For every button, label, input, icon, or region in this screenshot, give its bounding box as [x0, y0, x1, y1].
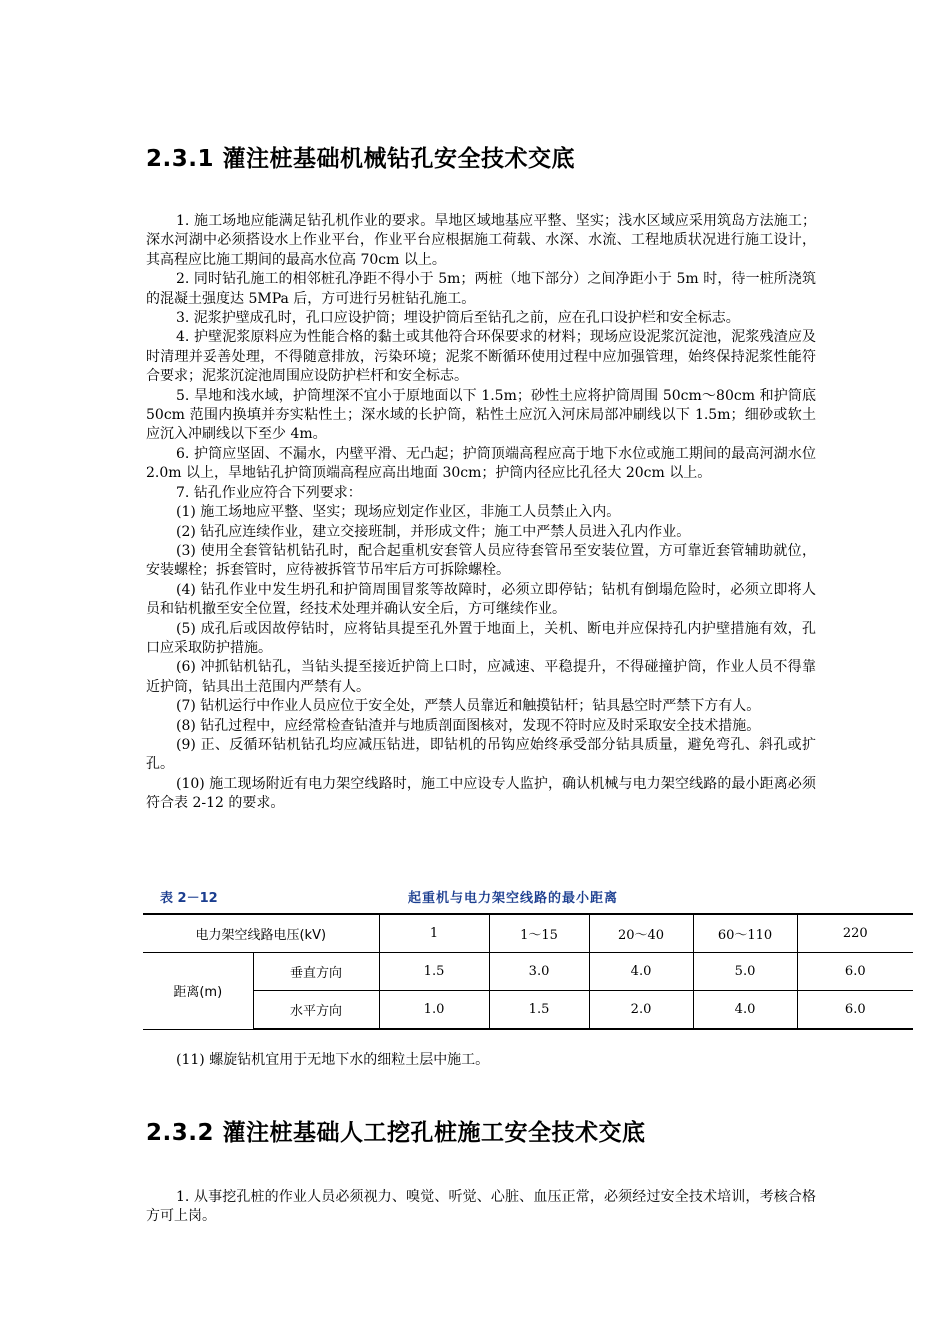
- paragraph: (8) 钻孔过程中，应经常检查钻渣并与地质剖面图核对，发现不符时应及时采取安全技术措施。: [176, 717, 761, 734]
- after-table-text: [146, 1051, 816, 1070]
- distance-group-label: 距离(m): [143, 953, 253, 1030]
- row-label: 水平方向: [253, 991, 379, 1030]
- table-cell: 4.0: [693, 991, 797, 1030]
- voltage-value: 20～40: [589, 914, 693, 953]
- table-cell: 4.0: [589, 953, 693, 991]
- table-cell: 5.0: [693, 953, 797, 991]
- paragraph: 4. 护壁泥浆原料应为性能合格的黏土或其他符合环保要求的材料；现场应设泥浆沉淀池，泥浆残渣应及时清理并妥善处理，不得随意排放，污染环境；泥浆不断循环使用过程中应加强管理，始终保持泥浆性能符合要求；泥浆沉淀池周围应设防护栏杆和安全标志。: [146, 329, 816, 385]
- table-caption-title: 起重机与电力架空线路的最小距离: [408, 891, 619, 906]
- table-caption-number: 表 2－12: [160, 891, 218, 906]
- voltage-value: 220: [797, 914, 913, 953]
- section-2-body: [146, 1188, 816, 1227]
- section-1-title: 2.3.1 灌注桩基础机械钻孔安全技术交底: [146, 146, 575, 172]
- paragraph: 7. 钻孔作业应符合下列要求：: [176, 484, 362, 501]
- paragraph: (6) 冲抓钻机钻孔，当钻头提至接近护筒上口时，应减速、平稳提升，不得碰撞护筒，作业人员不得靠近护筒，钻具出土范围内严禁有人。: [146, 659, 816, 695]
- table-cell: 1.0: [379, 991, 489, 1030]
- paragraph: 6. 护筒应坚固、不漏水，内壁平滑、无凸起；护筒顶端高程应高于地下水位或施工期间的最高河湖水位 2.0m 以上，旱地钻孔护筒顶端高程应高出地面 30cm；护筒内径应比孔径大 20cm 以上。: [146, 445, 816, 482]
- voltage-value: 60～110: [693, 914, 797, 953]
- paragraph: (7) 钻机运行中作业人员应位于安全处，严禁人员靠近和触摸钻杆；钻具悬空时严禁下方有人。: [176, 698, 761, 715]
- paragraph: (2) 钻孔应连续作业，建立交接班制，并形成文件；施工中严禁人员进入孔内作业。: [176, 523, 691, 540]
- paragraph: 1. 施工场地应能满足钻孔机作业的要求。旱地区域地基应平整、坚实；浅水区域应采用筑岛方法施工；深水河湖中必须搭设水上作业平台，作业平台应根据施工荷载、水深、水流、工程地质状况进行施工设计，其高程应比施工期间的最高水位高 70cm 以上。: [146, 213, 816, 268]
- paragraph: (1) 施工场地应平整、坚实；现场应划定作业区，非施工人员禁止入内。: [176, 504, 621, 521]
- voltage-value: 1: [379, 914, 489, 953]
- paragraph: (11) 螺旋钻机宜用于无地下水的细粒土层中施工。: [176, 1052, 490, 1068]
- distance-table: [143, 913, 913, 1030]
- paragraph: (4) 钻孔作业中发生坍孔和护筒周围冒浆等故障时，必须立即停钻；钻机有倒塌危险时，必须立即将人员和钻机撤至安全位置，经技术处理并确认安全后，方可继续作业。: [146, 581, 816, 618]
- voltage-value: 1～15: [489, 914, 589, 953]
- table-row: [143, 991, 913, 1030]
- table-header-row: [143, 914, 913, 953]
- voltage-header-label: 电力架空线路电压(kV): [143, 914, 379, 953]
- table-cell: 1.5: [489, 991, 589, 1030]
- table-caption: [146, 884, 912, 906]
- section-1-body: [146, 212, 816, 814]
- table-cell: 1.5: [379, 953, 489, 991]
- table-cell: 6.0: [797, 991, 913, 1030]
- row-label: 垂直方向: [253, 953, 379, 991]
- table-cell: 2.0: [589, 991, 693, 1030]
- paragraph: 2. 同时钻孔施工的相邻桩孔净距不得小于 5m；两桩（地下部分）之间净距小于 5m 时，待一桩所浇筑的混凝土强度达 5MPa 后，方可进行另桩钻孔施工。: [146, 271, 816, 307]
- section-2-title: 2.3.2 灌注桩基础人工挖孔桩施工安全技术交底: [146, 1120, 646, 1146]
- paragraph: (10) 施工现场附近有电力架空线路时，施工中应设专人监护，确认机械与电力架空线路的最小距离必须符合表 2-12 的要求。: [146, 775, 816, 812]
- table-cell: 6.0: [797, 953, 913, 991]
- paragraph: (3) 使用全套管钻机钻孔时，配合起重机安套管人员应待套管吊至安装位置，方可靠近套管辅助就位，安装螺栓；拆套管时，应待被拆管节吊牢后方可拆除螺栓。: [146, 542, 816, 579]
- paragraph: 3. 泥浆护壁成孔时，孔口应设护筒；埋设护筒后至钻孔之前，应在孔口设护栏和安全标志。: [176, 310, 740, 327]
- paragraph: (5) 成孔后或因故停钻时，应将钻具提至孔外置于地面上，关机、断电并应保持孔内护壁措施有效，孔口应采取防护措施。: [146, 620, 816, 656]
- paragraph: (9) 正、反循环钻机钻孔均应减压钻进，即钻机的吊钩应始终承受部分钻具质量，避免弯孔、斜孔或扩孔。: [146, 736, 816, 773]
- table-cell: 3.0: [489, 953, 589, 991]
- table-row: [143, 953, 913, 991]
- paragraph: 1. 从事挖孔桩的作业人员必须视力、嗅觉、听觉、心脏、血压正常，必须经过安全技术培训，考核合格方可上岗。: [146, 1189, 816, 1225]
- paragraph: 5. 旱地和浅水域，护筒埋深不宜小于原地面以下 1.5m；砂性土应将护筒周围 50cm～80cm 和护筒底 50cm 范围内换填并夯实粘性土；深水域的长护筒，粘性土应沉入河床局部冲刷线以下 1.5m；细砂或软土应沉入冲刷线以下至少 4m。: [146, 387, 816, 443]
